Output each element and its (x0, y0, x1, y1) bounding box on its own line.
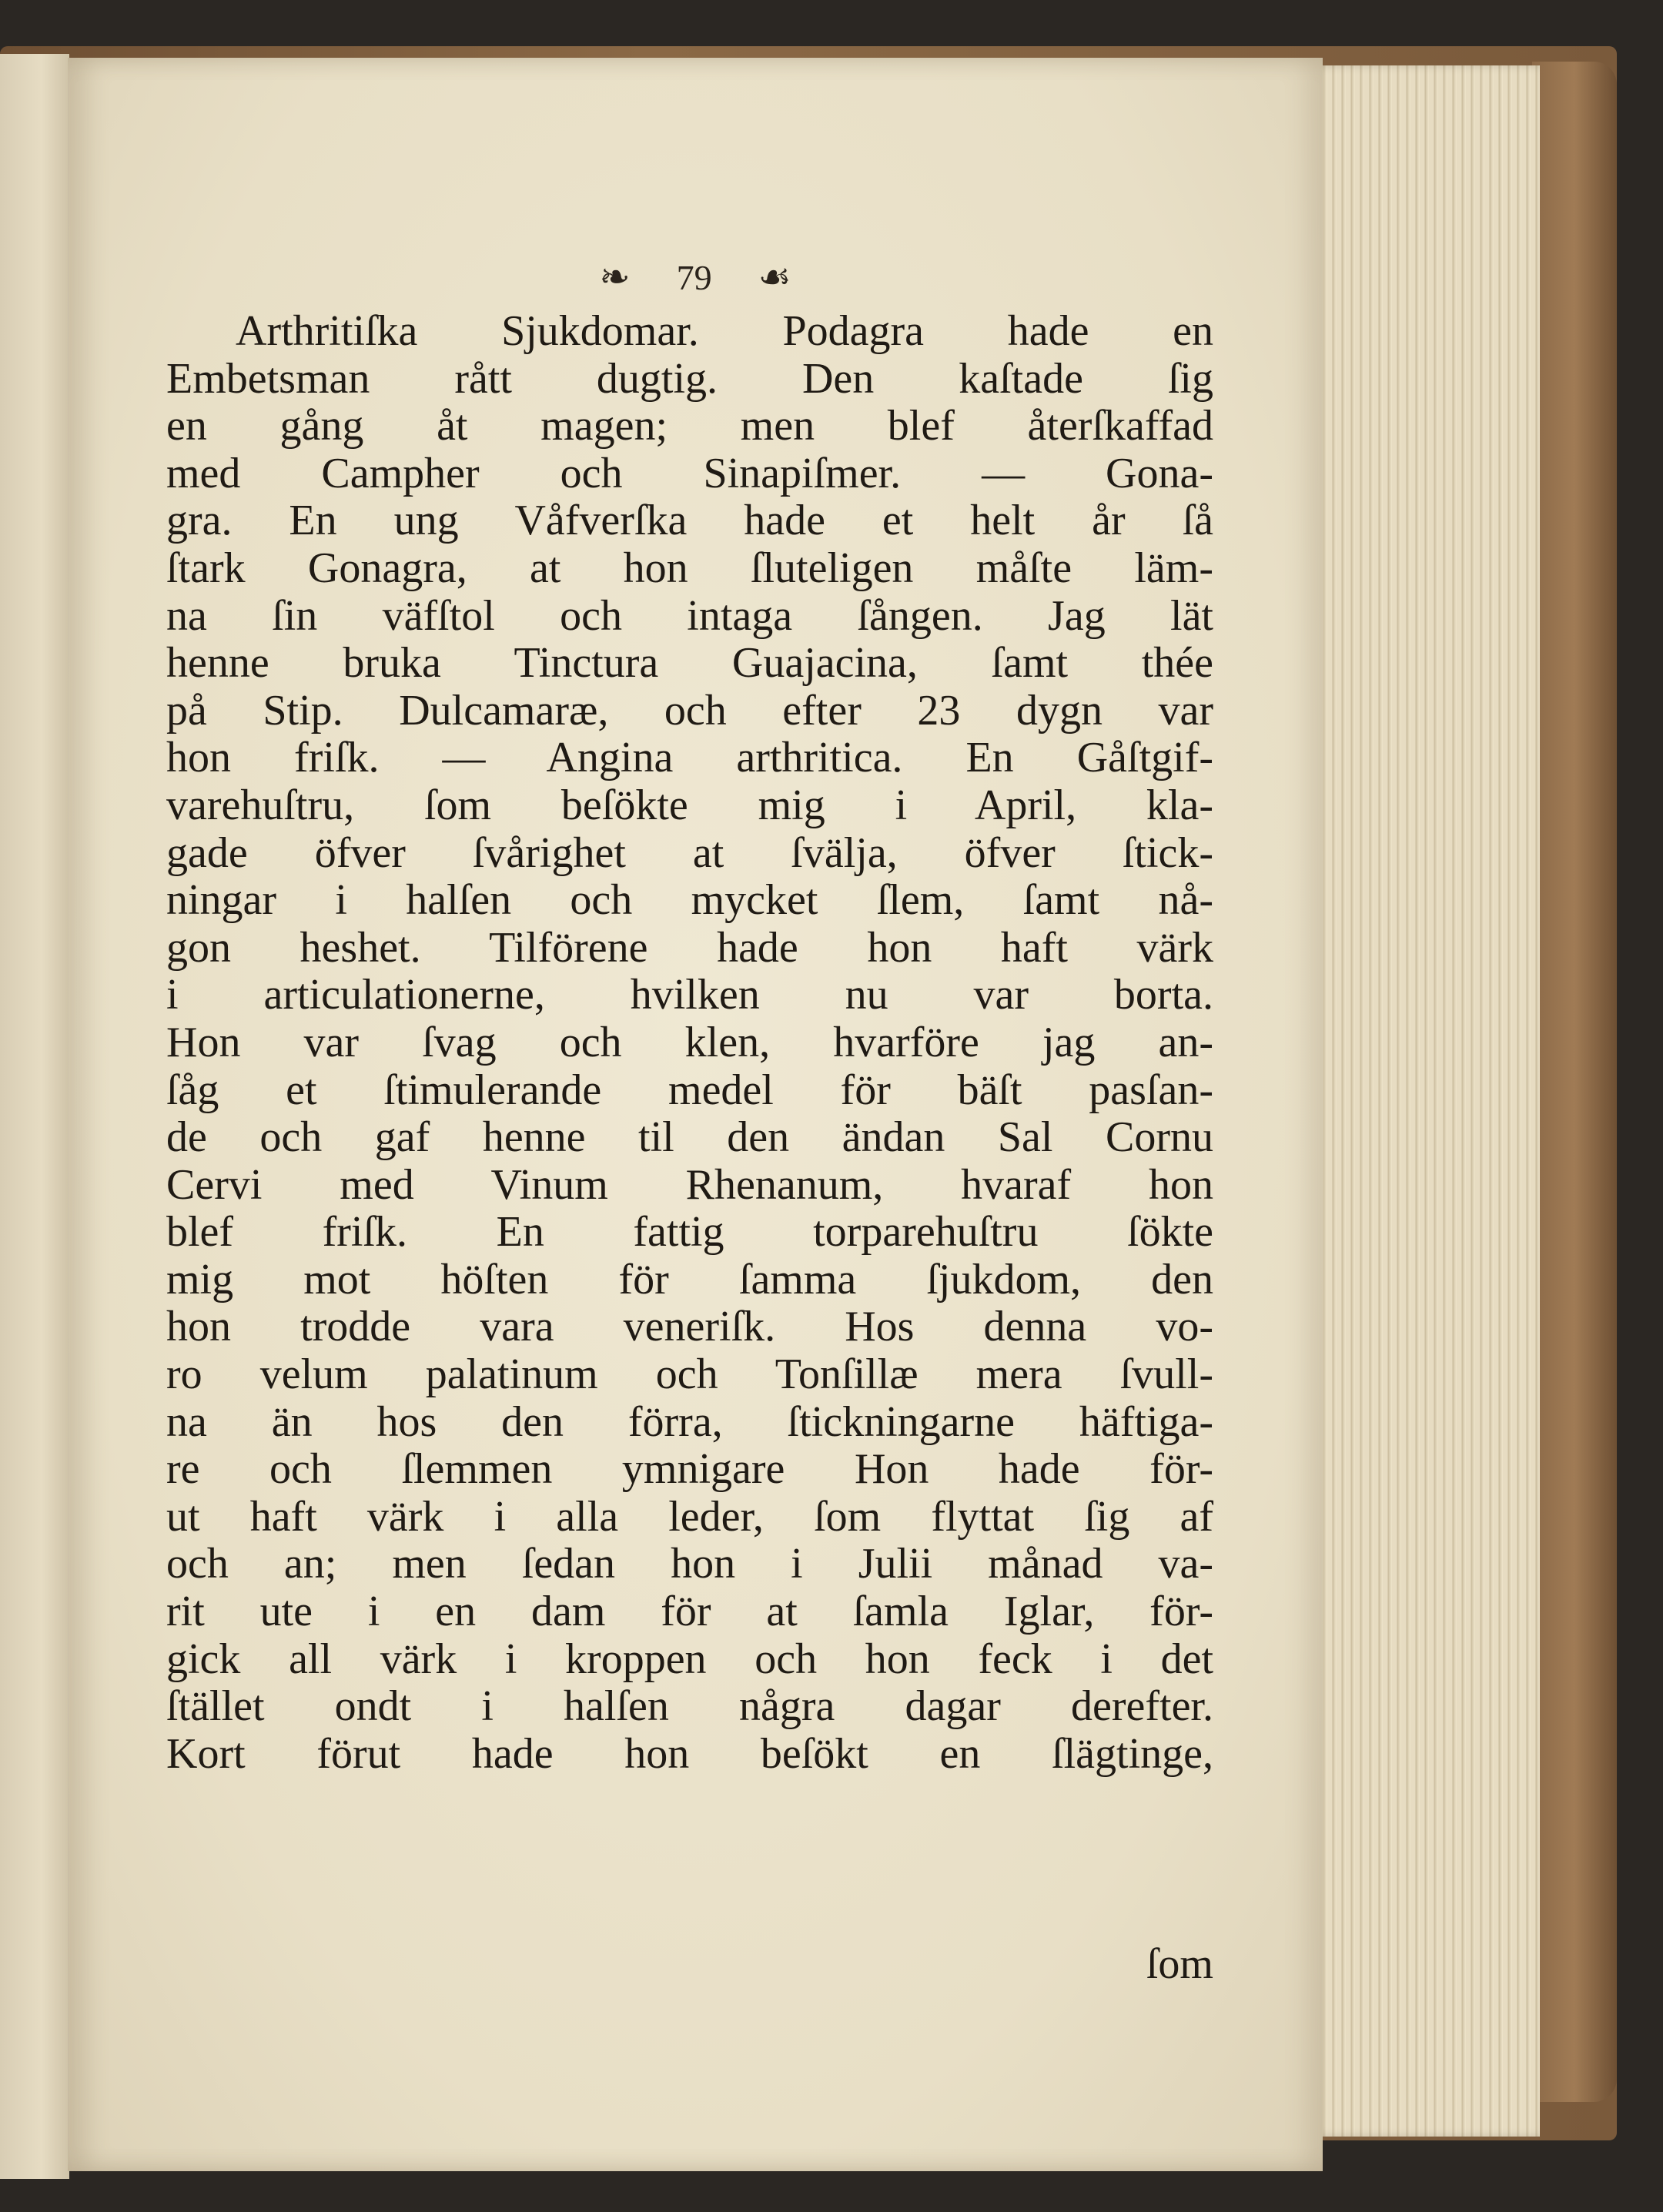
body-text (166, 308, 1213, 1778)
text-line: Embetsman rått dugtig. Den kaſtade ſig (166, 354, 1213, 403)
page-number: 79 (676, 257, 712, 297)
text-line: blef friſk. En fattig torparehuſtru ſökte (166, 1208, 1213, 1257)
text-line: gra. En ung Våfverſka hade et helt år ſå (166, 497, 1213, 545)
text-line: varehuſtru, ſom beſökte mig i April, kla- (166, 781, 1213, 829)
text-line: mig mot höſten för ſamma ſjukdom, den (166, 1255, 1213, 1303)
text-line: hon trodde vara veneriſk. Hos denna vo- (166, 1303, 1213, 1351)
text-line: i articulationerne, hvilken nu var borta. (166, 971, 1213, 1019)
text-line: Cervi med Vinum Rhenanum, hvaraf hon (166, 1160, 1213, 1209)
page-block-edges (1309, 65, 1540, 2137)
text-line: gick all värk i kroppen och hon feck i det (166, 1635, 1213, 1683)
text-line: ut haft värk i alla leder, ſom flyttat ſig af (166, 1492, 1213, 1541)
text-line: Arthritiſka Sjukdomar. Podagra hade en (236, 307, 1213, 355)
ornament-left-icon: ❧ (599, 256, 631, 299)
book-page (68, 58, 1323, 2171)
text-line: Hon var ſvag och klen, hvarföre jag an- (166, 1018, 1213, 1066)
book-cover-edge (1532, 62, 1617, 2102)
text-line: hon friſk. — Angina arthritica. En Gåſtgif- (166, 734, 1213, 782)
text-line: gon heshet. Tilförene hade hon haft värk (166, 923, 1213, 972)
page-header (68, 254, 1323, 300)
text-line: re och ſlemmen ymnigare Hon hade för- (166, 1445, 1213, 1494)
text-line: med Campher och Sinapiſmer. — Gona- (166, 449, 1213, 497)
text-line: ſtark Gonagra, at hon ſluteligen måſte läm- (166, 544, 1213, 592)
text-line: de och gaf henne til den ändan Sal Cornu (166, 1113, 1213, 1162)
text-line: na ſin väfſtol och intaga ſången. Jag lät (166, 591, 1213, 640)
text-line: na än hos den förra, ſtickningarne häftiga- (166, 1397, 1213, 1446)
text-line: och an; men ſedan hon i Julii månad va- (166, 1540, 1213, 1588)
text-line: rit ute i en dam för at ſamla Iglar, för- (166, 1588, 1213, 1636)
text-line: ro velum palatinum och Tonſillæ mera ſvull- (166, 1350, 1213, 1399)
left-page-edge (0, 54, 69, 2179)
text-line: ſåg et ſtimulerande medel för bäſt pasſan- (166, 1066, 1213, 1114)
text-line: på Stip. Dulcamaræ, och efter 23 dygn var (166, 686, 1213, 735)
text-line: henne bruka Tinctura Guajacina, ſamt thée (166, 639, 1213, 688)
text-line: Kort förut hade hon beſökt en ſlägtinge, (166, 1729, 1213, 1778)
text-line: ſtället ondt i halſen några dagar derefter. (166, 1682, 1213, 1731)
text-line: ningar i halſen och mycket ſlem, ſamt nå- (166, 876, 1213, 925)
text-line: en gång åt magen; men blef återſkaffad (166, 402, 1213, 450)
text-line: gade öfver ſvårighet at ſvälja, öfver ſtick- (166, 828, 1213, 877)
catchword: ſom (1146, 1940, 1213, 1988)
ornament-right-icon: ☙ (758, 256, 791, 299)
